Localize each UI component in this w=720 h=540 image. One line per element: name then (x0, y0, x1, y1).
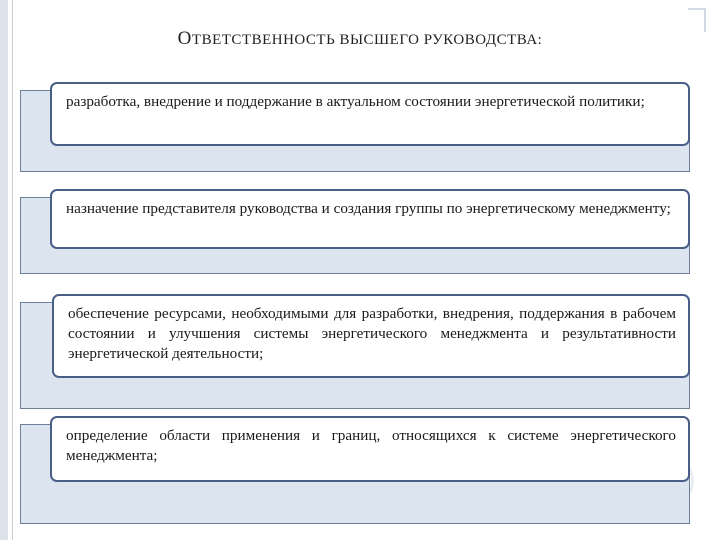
responsibility-item-2 (20, 189, 690, 274)
item-text-box: назначение представителя руководства и создания группы по энергетическому менеджменту; (50, 189, 690, 249)
item-text-box: разработка, внедрение и поддержание в актуальном состоянии энергетической политики; (50, 82, 690, 146)
slide-title (0, 28, 720, 50)
item-text-box: определение области применения и границ, относящихся к системе энергетического менеджмента; (50, 416, 690, 482)
left-decorative-line (12, 0, 13, 540)
title-rest: ТВЕТСТВЕННОСТЬ ВЫСШЕГО РУКОВОДСТВА: (191, 32, 543, 48)
item-text-box: обеспечение ресурсами, необходимыми для разработки, внедрения, поддержания в рабочем состоянии и улучшения системы энергетического менеджмента и результативности энергетической деятельности; (52, 294, 690, 378)
responsibility-item-3 (20, 294, 690, 409)
responsibility-item-4 (20, 416, 690, 524)
responsibility-item-1 (20, 82, 690, 172)
left-decorative-bar (0, 0, 8, 540)
title-first-letter: О (177, 28, 192, 49)
